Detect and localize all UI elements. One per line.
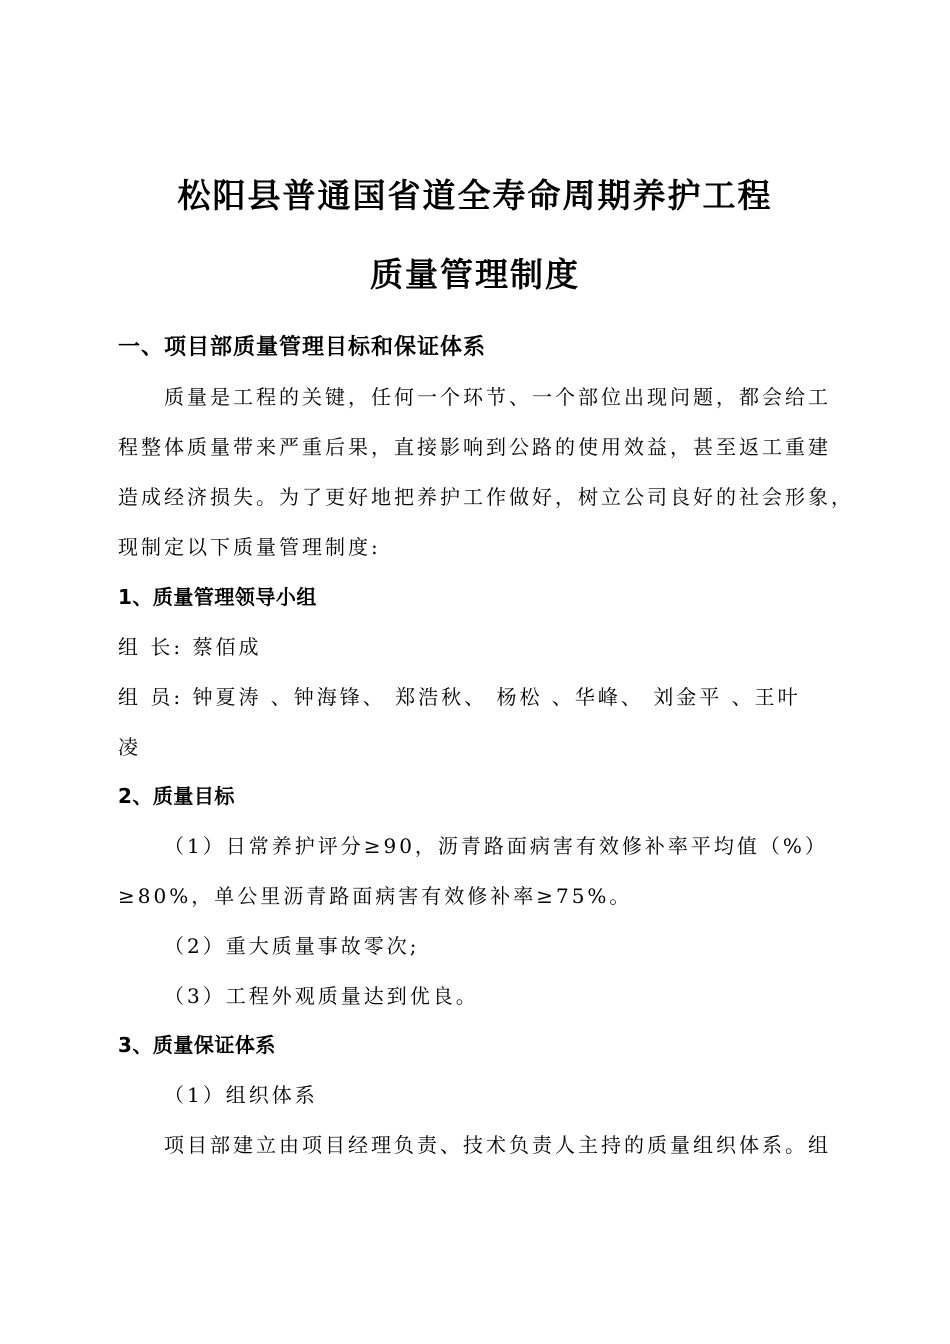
- goal-line: （1）日常养护评分≥90，沥青路面病害有效修补率平均值（%）: [164, 834, 828, 858]
- item-heading-2: 2、质量目标: [118, 784, 235, 808]
- section-heading-1: 一、项目部质量管理目标和保证体系: [118, 335, 487, 360]
- goal-line: （2）重大质量事故零次;: [164, 934, 420, 958]
- members-line-continued: 凌: [118, 735, 141, 759]
- intro-paragraph-line: 现制定以下质量管理制度:: [118, 535, 381, 559]
- intro-paragraph-line: 造成经济损失。为了更好地把养护工作做好，树立公司良好的社会形象，: [118, 485, 854, 509]
- organization-paragraph-line: 项目部建立由项目经理负责、技术负责人主持的质量组织体系。组: [164, 1133, 831, 1157]
- sub-heading-organization: （1）组织体系: [164, 1083, 318, 1107]
- intro-paragraph-line: 质量是工程的关键，任何一个环节、一个部位出现问题，都会给工: [164, 385, 831, 409]
- document-title-line1: 松阳县普通国省道全寿命周期养护工程: [177, 176, 773, 215]
- leader-line: 组 长: 蔡佰成: [118, 635, 262, 659]
- goal-line: ≥80%，单公里沥青路面病害有效修补率≥75%。: [118, 884, 633, 908]
- item-heading-3: 3、质量保证体系: [118, 1033, 276, 1057]
- item-heading-1: 1、质量管理领导小组: [118, 585, 317, 609]
- intro-paragraph-line: 程整体质量带来严重后果，直接影响到公路的使用效益，甚至返工重建: [118, 435, 831, 459]
- document-title-line2: 质量管理制度: [370, 255, 580, 294]
- goal-line: （3）工程外观质量达到优良。: [164, 984, 479, 1008]
- members-line: 组 员: 钟夏涛 、钟海锋、 郑浩秋、 杨松 、华峰、 刘金平 、王叶: [118, 685, 801, 709]
